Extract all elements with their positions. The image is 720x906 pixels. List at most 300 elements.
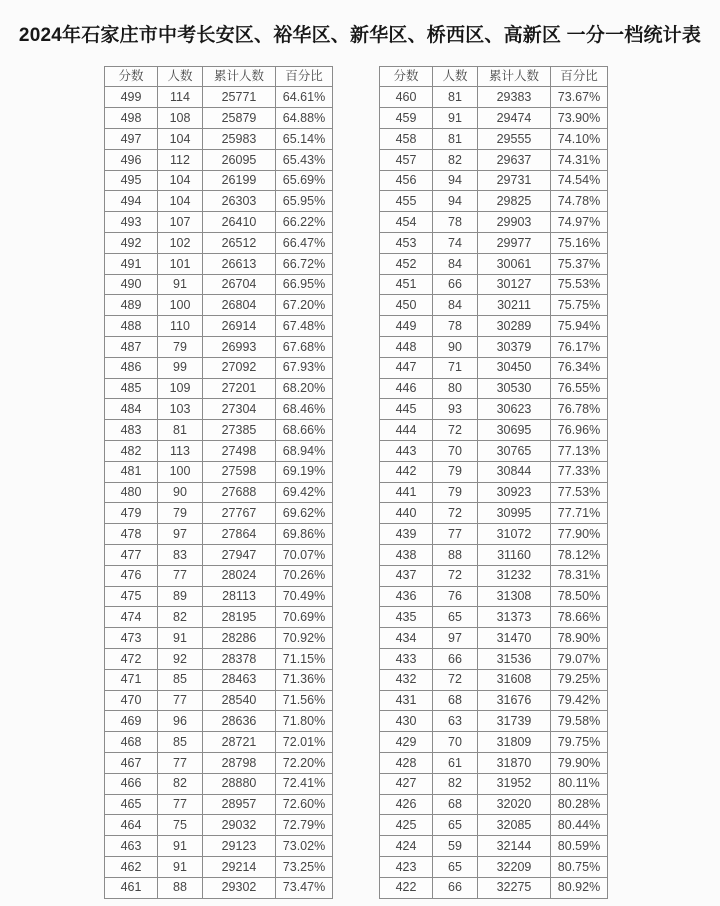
- cumulative-cell: 27092: [203, 357, 276, 378]
- cumulative-cell: 27201: [203, 378, 276, 399]
- count-cell: 107: [158, 212, 203, 233]
- cumulative-cell: 30289: [478, 316, 551, 337]
- score-cell: 464: [105, 815, 158, 836]
- score-cell: 427: [380, 773, 433, 794]
- percent-cell: 72.60%: [276, 794, 333, 815]
- table-row: [105, 649, 333, 670]
- table-row: [380, 461, 608, 482]
- column-header: 百分比: [276, 66, 333, 87]
- cumulative-cell: 25879: [203, 108, 276, 129]
- cumulative-cell: 28463: [203, 669, 276, 690]
- cumulative-cell: 29474: [478, 108, 551, 129]
- count-cell: 94: [433, 191, 478, 212]
- table-row: [105, 732, 333, 753]
- count-cell: 102: [158, 233, 203, 254]
- percent-cell: 66.95%: [276, 274, 333, 295]
- cumulative-cell: 30623: [478, 399, 551, 420]
- percent-cell: 67.48%: [276, 316, 333, 337]
- cumulative-cell: 29731: [478, 170, 551, 191]
- cumulative-cell: 27688: [203, 482, 276, 503]
- cumulative-cell: 29123: [203, 836, 276, 857]
- cumulative-cell: 27498: [203, 441, 276, 462]
- score-cell: 461: [105, 877, 158, 898]
- table-row: [380, 586, 608, 607]
- cumulative-cell: 27864: [203, 524, 276, 545]
- score-cell: 447: [380, 357, 433, 378]
- percent-cell: 70.49%: [276, 586, 333, 607]
- cumulative-cell: 29555: [478, 129, 551, 150]
- cumulative-cell: 26199: [203, 170, 276, 191]
- table-row: [380, 856, 608, 877]
- percent-cell: 76.78%: [551, 399, 608, 420]
- percent-cell: 64.61%: [276, 87, 333, 108]
- table-row: [380, 794, 608, 815]
- count-cell: 79: [433, 482, 478, 503]
- score-table-left: [104, 66, 333, 899]
- table-row: [105, 773, 333, 794]
- table-row: [380, 732, 608, 753]
- header-row: [380, 66, 608, 87]
- score-cell: 480: [105, 482, 158, 503]
- cumulative-cell: 28636: [203, 711, 276, 732]
- table-row: [380, 129, 608, 150]
- score-cell: 458: [380, 129, 433, 150]
- count-cell: 112: [158, 149, 203, 170]
- table-row: [380, 399, 608, 420]
- table-row: [105, 711, 333, 732]
- cumulative-cell: 26410: [203, 212, 276, 233]
- percent-cell: 67.68%: [276, 337, 333, 358]
- count-cell: 103: [158, 399, 203, 420]
- cumulative-cell: 28540: [203, 690, 276, 711]
- score-cell: 431: [380, 690, 433, 711]
- score-cell: 439: [380, 524, 433, 545]
- score-cell: 477: [105, 545, 158, 566]
- count-cell: 84: [433, 295, 478, 316]
- table-row: [380, 545, 608, 566]
- count-cell: 91: [158, 856, 203, 877]
- count-cell: 89: [158, 586, 203, 607]
- score-cell: 451: [380, 274, 433, 295]
- score-cell: 443: [380, 441, 433, 462]
- score-cell: 438: [380, 545, 433, 566]
- cumulative-cell: 30844: [478, 461, 551, 482]
- table-row: [380, 607, 608, 628]
- percent-cell: 73.90%: [551, 108, 608, 129]
- page-title: 2024年石家庄市中考长安区、裕华区、新华区、桥西区、高新区 一分一档统计表: [18, 25, 702, 46]
- score-cell: 494: [105, 191, 158, 212]
- score-cell: 444: [380, 420, 433, 441]
- percent-cell: 73.02%: [276, 836, 333, 857]
- table-row: [105, 253, 333, 274]
- percent-cell: 71.36%: [276, 669, 333, 690]
- cumulative-cell: 26804: [203, 295, 276, 316]
- cumulative-cell: 31072: [478, 524, 551, 545]
- cumulative-cell: 28113: [203, 586, 276, 607]
- count-cell: 79: [158, 337, 203, 358]
- table-row: [105, 108, 333, 129]
- percent-cell: 65.14%: [276, 129, 333, 150]
- cumulative-cell: 28798: [203, 752, 276, 773]
- score-cell: 433: [380, 649, 433, 670]
- percent-cell: 68.94%: [276, 441, 333, 462]
- count-cell: 82: [158, 773, 203, 794]
- count-cell: 65: [433, 856, 478, 877]
- cumulative-cell: 29302: [203, 877, 276, 898]
- cumulative-cell: 26914: [203, 316, 276, 337]
- cumulative-cell: 31608: [478, 669, 551, 690]
- table-row: [380, 815, 608, 836]
- score-cell: 453: [380, 233, 433, 254]
- tables-container: [0, 66, 720, 899]
- percent-cell: 76.17%: [551, 337, 608, 358]
- score-cell: 445: [380, 399, 433, 420]
- percent-cell: 71.56%: [276, 690, 333, 711]
- percent-cell: 69.86%: [276, 524, 333, 545]
- cumulative-cell: 31470: [478, 628, 551, 649]
- percent-cell: 79.25%: [551, 669, 608, 690]
- percent-cell: 78.50%: [551, 586, 608, 607]
- count-cell: 82: [158, 607, 203, 628]
- count-cell: 84: [433, 253, 478, 274]
- percent-cell: 70.92%: [276, 628, 333, 649]
- cumulative-cell: 28378: [203, 649, 276, 670]
- percent-cell: 79.90%: [551, 752, 608, 773]
- percent-cell: 75.75%: [551, 295, 608, 316]
- score-cell: 488: [105, 316, 158, 337]
- cumulative-cell: 28195: [203, 607, 276, 628]
- score-cell: 446: [380, 378, 433, 399]
- cumulative-cell: 31232: [478, 565, 551, 586]
- table-row: [380, 170, 608, 191]
- score-cell: 481: [105, 461, 158, 482]
- count-cell: 77: [158, 794, 203, 815]
- cumulative-cell: 31308: [478, 586, 551, 607]
- percent-cell: 80.75%: [551, 856, 608, 877]
- score-cell: 465: [105, 794, 158, 815]
- count-cell: 68: [433, 690, 478, 711]
- count-cell: 85: [158, 669, 203, 690]
- count-cell: 104: [158, 170, 203, 191]
- table-row: [105, 316, 333, 337]
- count-cell: 109: [158, 378, 203, 399]
- header-row: [105, 66, 333, 87]
- cumulative-cell: 29383: [478, 87, 551, 108]
- table-row: [105, 482, 333, 503]
- percent-cell: 76.96%: [551, 420, 608, 441]
- cumulative-cell: 28024: [203, 565, 276, 586]
- count-cell: 77: [158, 752, 203, 773]
- cumulative-cell: 31952: [478, 773, 551, 794]
- table-row: [380, 378, 608, 399]
- score-cell: 473: [105, 628, 158, 649]
- percent-cell: 80.44%: [551, 815, 608, 836]
- score-cell: 475: [105, 586, 158, 607]
- count-cell: 72: [433, 503, 478, 524]
- percent-cell: 72.79%: [276, 815, 333, 836]
- table-row: [380, 628, 608, 649]
- score-cell: 423: [380, 856, 433, 877]
- table-row: [105, 357, 333, 378]
- table-row: [105, 752, 333, 773]
- percent-cell: 72.20%: [276, 752, 333, 773]
- score-cell: 472: [105, 649, 158, 670]
- percent-cell: 75.37%: [551, 253, 608, 274]
- count-cell: 91: [158, 274, 203, 295]
- table-row: [105, 669, 333, 690]
- score-cell: 499: [105, 87, 158, 108]
- count-cell: 88: [433, 545, 478, 566]
- cumulative-cell: 30061: [478, 253, 551, 274]
- percent-cell: 74.54%: [551, 170, 608, 191]
- score-cell: 441: [380, 482, 433, 503]
- cumulative-cell: 28286: [203, 628, 276, 649]
- table-row: [105, 441, 333, 462]
- column-header: 分数: [105, 66, 158, 87]
- percent-cell: 74.10%: [551, 129, 608, 150]
- table-row: [380, 149, 608, 170]
- table-row: [380, 690, 608, 711]
- percent-cell: 69.19%: [276, 461, 333, 482]
- count-cell: 92: [158, 649, 203, 670]
- count-cell: 72: [433, 565, 478, 586]
- cumulative-cell: 30765: [478, 441, 551, 462]
- table-row: [380, 711, 608, 732]
- score-cell: 489: [105, 295, 158, 316]
- count-cell: 71: [433, 357, 478, 378]
- count-cell: 74: [433, 233, 478, 254]
- percent-cell: 77.90%: [551, 524, 608, 545]
- table-row: [105, 524, 333, 545]
- score-cell: 452: [380, 253, 433, 274]
- score-cell: 426: [380, 794, 433, 815]
- percent-cell: 73.67%: [551, 87, 608, 108]
- cumulative-cell: 27767: [203, 503, 276, 524]
- count-cell: 100: [158, 461, 203, 482]
- count-cell: 79: [158, 503, 203, 524]
- percent-cell: 66.47%: [276, 233, 333, 254]
- count-cell: 97: [158, 524, 203, 545]
- cumulative-cell: 29825: [478, 191, 551, 212]
- table-row: [105, 690, 333, 711]
- table-row: [105, 628, 333, 649]
- percent-cell: 66.72%: [276, 253, 333, 274]
- table-row: [380, 524, 608, 545]
- score-cell: 436: [380, 586, 433, 607]
- percent-cell: 64.88%: [276, 108, 333, 129]
- table-row: [380, 87, 608, 108]
- cumulative-cell: 29214: [203, 856, 276, 877]
- percent-cell: 69.62%: [276, 503, 333, 524]
- count-cell: 75: [158, 815, 203, 836]
- score-cell: 440: [380, 503, 433, 524]
- score-cell: 425: [380, 815, 433, 836]
- count-cell: 80: [433, 378, 478, 399]
- cumulative-cell: 32209: [478, 856, 551, 877]
- cumulative-cell: 27304: [203, 399, 276, 420]
- table-row: [380, 212, 608, 233]
- score-cell: 457: [380, 149, 433, 170]
- table-row: [105, 565, 333, 586]
- percent-cell: 72.01%: [276, 732, 333, 753]
- score-cell: 424: [380, 836, 433, 857]
- percent-cell: 77.13%: [551, 441, 608, 462]
- percent-cell: 77.33%: [551, 461, 608, 482]
- table-row: [105, 212, 333, 233]
- score-cell: 483: [105, 420, 158, 441]
- count-cell: 91: [158, 628, 203, 649]
- percent-cell: 73.47%: [276, 877, 333, 898]
- percent-cell: 77.53%: [551, 482, 608, 503]
- table-row: [380, 316, 608, 337]
- score-cell: 442: [380, 461, 433, 482]
- cumulative-cell: 31536: [478, 649, 551, 670]
- table-row: [105, 815, 333, 836]
- percent-cell: 67.93%: [276, 357, 333, 378]
- cumulative-cell: 29637: [478, 149, 551, 170]
- score-cell: 491: [105, 253, 158, 274]
- score-cell: 470: [105, 690, 158, 711]
- count-cell: 81: [158, 420, 203, 441]
- table-row: [380, 482, 608, 503]
- percent-cell: 79.75%: [551, 732, 608, 753]
- score-cell: 469: [105, 711, 158, 732]
- score-cell: 462: [105, 856, 158, 877]
- column-header: 人数: [433, 66, 478, 87]
- percent-cell: 80.59%: [551, 836, 608, 857]
- table-row: [105, 794, 333, 815]
- count-cell: 90: [158, 482, 203, 503]
- cumulative-cell: 26613: [203, 253, 276, 274]
- percent-cell: 68.20%: [276, 378, 333, 399]
- score-cell: 459: [380, 108, 433, 129]
- percent-cell: 65.95%: [276, 191, 333, 212]
- cumulative-cell: 27598: [203, 461, 276, 482]
- cumulative-cell: 30695: [478, 420, 551, 441]
- percent-cell: 68.46%: [276, 399, 333, 420]
- count-cell: 82: [433, 773, 478, 794]
- count-cell: 78: [433, 316, 478, 337]
- table-row: [105, 586, 333, 607]
- score-cell: 496: [105, 149, 158, 170]
- percent-cell: 75.16%: [551, 233, 608, 254]
- score-table-right: [379, 66, 608, 899]
- count-cell: 65: [433, 607, 478, 628]
- percent-cell: 78.66%: [551, 607, 608, 628]
- cumulative-cell: 28721: [203, 732, 276, 753]
- table-row: [105, 295, 333, 316]
- score-cell: 478: [105, 524, 158, 545]
- score-cell: 476: [105, 565, 158, 586]
- table-row: [105, 420, 333, 441]
- cumulative-cell: 31870: [478, 752, 551, 773]
- score-cell: 466: [105, 773, 158, 794]
- table-row: [105, 607, 333, 628]
- count-cell: 77: [158, 565, 203, 586]
- count-cell: 93: [433, 399, 478, 420]
- column-header: 人数: [158, 66, 203, 87]
- cumulative-cell: 30450: [478, 357, 551, 378]
- score-cell: 484: [105, 399, 158, 420]
- count-cell: 91: [433, 108, 478, 129]
- count-cell: 81: [433, 87, 478, 108]
- cumulative-cell: 26993: [203, 337, 276, 358]
- table-row: [380, 233, 608, 254]
- score-cell: 495: [105, 170, 158, 191]
- cumulative-cell: 32020: [478, 794, 551, 815]
- percent-cell: 78.31%: [551, 565, 608, 586]
- table-row: [380, 108, 608, 129]
- percent-cell: 79.07%: [551, 649, 608, 670]
- score-cell: 422: [380, 877, 433, 898]
- table-row: [105, 545, 333, 566]
- table-row: [105, 836, 333, 857]
- count-cell: 82: [433, 149, 478, 170]
- table-row: [105, 170, 333, 191]
- count-cell: 85: [158, 732, 203, 753]
- cumulative-cell: 31373: [478, 607, 551, 628]
- count-cell: 100: [158, 295, 203, 316]
- cumulative-cell: 31809: [478, 732, 551, 753]
- score-cell: 449: [380, 316, 433, 337]
- percent-cell: 70.26%: [276, 565, 333, 586]
- score-cell: 486: [105, 357, 158, 378]
- cumulative-cell: 29977: [478, 233, 551, 254]
- score-cell: 498: [105, 108, 158, 129]
- table-row: [380, 503, 608, 524]
- cumulative-cell: 32144: [478, 836, 551, 857]
- count-cell: 110: [158, 316, 203, 337]
- count-cell: 66: [433, 877, 478, 898]
- percent-cell: 80.92%: [551, 877, 608, 898]
- percent-cell: 67.20%: [276, 295, 333, 316]
- cumulative-cell: 31739: [478, 711, 551, 732]
- score-cell: 428: [380, 752, 433, 773]
- cumulative-cell: 26512: [203, 233, 276, 254]
- count-cell: 63: [433, 711, 478, 732]
- count-cell: 114: [158, 87, 203, 108]
- table-row: [380, 877, 608, 898]
- count-cell: 91: [158, 836, 203, 857]
- table-row: [380, 274, 608, 295]
- percent-cell: 73.25%: [276, 856, 333, 877]
- cumulative-cell: 30379: [478, 337, 551, 358]
- count-cell: 90: [433, 337, 478, 358]
- count-cell: 65: [433, 815, 478, 836]
- score-cell: 432: [380, 669, 433, 690]
- score-cell: 456: [380, 170, 433, 191]
- percent-cell: 72.41%: [276, 773, 333, 794]
- percent-cell: 78.90%: [551, 628, 608, 649]
- cumulative-cell: 25983: [203, 129, 276, 150]
- table-row: [380, 441, 608, 462]
- score-cell: 429: [380, 732, 433, 753]
- table-row: [105, 378, 333, 399]
- percent-cell: 78.12%: [551, 545, 608, 566]
- table-row: [380, 253, 608, 274]
- score-cell: 493: [105, 212, 158, 233]
- percent-cell: 76.34%: [551, 357, 608, 378]
- count-cell: 77: [433, 524, 478, 545]
- cumulative-cell: 30530: [478, 378, 551, 399]
- percent-cell: 79.58%: [551, 711, 608, 732]
- table-row: [380, 295, 608, 316]
- count-cell: 79: [433, 461, 478, 482]
- table-row: [380, 357, 608, 378]
- score-cell: 437: [380, 565, 433, 586]
- cumulative-cell: 29903: [478, 212, 551, 233]
- cumulative-cell: 30127: [478, 274, 551, 295]
